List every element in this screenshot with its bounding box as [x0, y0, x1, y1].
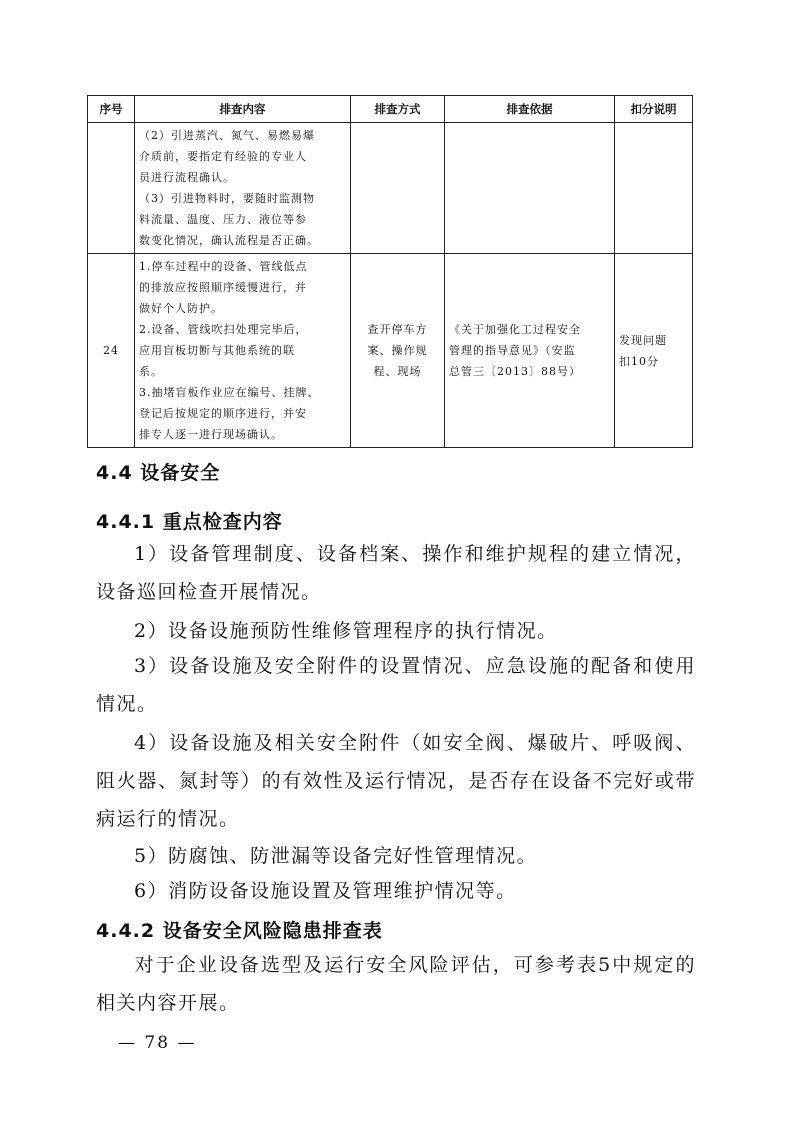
header-basis: 排查依据: [445, 96, 615, 123]
cell-basis: [445, 123, 615, 254]
closing-paragraph: [96, 946, 696, 1022]
content-line: 2.设备、管线吹扫处理完毕后，: [139, 323, 308, 336]
item-paragraph: [96, 724, 696, 838]
header-content: 排查内容: [135, 96, 351, 123]
table-row: [88, 123, 693, 254]
item-paragraph: [96, 647, 696, 723]
method-line: 案、操作规: [367, 344, 428, 357]
basis-line: 《关于加强化工过程安全: [449, 323, 581, 336]
item-text: 4）设备设施及相关安全附件（如安全阀、爆破片、呼吸阀、阻火器、氮封等）的有效性及运行情况，是否存在设备不完好或带病运行的情况。: [96, 732, 696, 830]
table-header-row: [88, 96, 693, 123]
header-method: 排查方式: [351, 96, 445, 123]
closing-text: 对于企业设备选型及运行安全风险评估，可参考表5中规定的相关内容开展。: [96, 954, 696, 1014]
section-heading-4-4: 4.4 设备安全: [96, 462, 221, 484]
method-line: 程、现场: [373, 365, 422, 378]
item-text: 5）防腐蚀、防泄漏等设备完好性管理情况。: [134, 845, 538, 867]
item-paragraph: [96, 872, 696, 910]
content-line: 排专人逐一进行现场确认。: [139, 428, 283, 441]
header-no: 序号: [88, 96, 135, 123]
content-line: 的排放应按照顺序缓慢进行，并: [139, 281, 307, 294]
basis-line: 管理的指导意见》（安监: [449, 344, 576, 357]
content-line: 做好个人防护。: [139, 302, 223, 315]
item-paragraph: [96, 837, 696, 875]
content-line: 登记后按规定的顺序进行，并安: [139, 407, 307, 420]
method-line: 查开停车方: [367, 323, 428, 336]
cell-method: [351, 123, 445, 254]
basis-line: 总管三〔2013〕88号）: [449, 365, 581, 378]
section-heading-4-4-2: 4.4.2 设备安全风险隐患排查表: [96, 920, 383, 942]
content-line: 数变化情况，确认流程是否正确。: [139, 234, 319, 247]
content-line: 3.抽堵盲板作业应在编号、挂牌、: [139, 386, 320, 399]
content-line: 料流量、温度、压力、液位等参: [139, 213, 307, 226]
page-number: — 78 —: [118, 1033, 197, 1053]
content-line: 系。: [139, 365, 163, 378]
content-line: （3）引进物料时，要随时监测物: [139, 192, 315, 205]
cell-deduct: [615, 123, 693, 254]
header-deduct: 扣分说明: [615, 96, 693, 123]
content-line: （2）引进蒸汽、氮气、易燃易爆: [139, 129, 315, 142]
cell-no: 24: [88, 254, 135, 448]
item-paragraph: [96, 612, 696, 650]
item-text: 2）设备设施预防性维修管理程序的执行情况。: [134, 620, 558, 642]
cell-content: [135, 254, 351, 448]
content-line: 1.停车过程中的设备、管线低点: [139, 260, 308, 273]
cell-no: [88, 123, 135, 254]
cell-method: [351, 254, 445, 448]
item-text: 3）设备设施及安全附件的设置情况、应急设施的配备和使用情况。: [96, 655, 696, 715]
section-heading-4-4-1: 4.4.1 重点检查内容: [96, 511, 283, 533]
item-text: 6）消防设备设施设置及管理维护情况等。: [134, 880, 517, 902]
item-text: 1）设备管理制度、设备档案、操作和维护规程的建立情况，设备巡回检查开展情况。: [96, 543, 696, 603]
content-line: 应用盲板切断与其他系统的联: [139, 344, 295, 357]
deduct-line: 发现问题: [619, 333, 667, 347]
content-line: 员进行流程确认。: [139, 171, 235, 184]
check-table: [87, 95, 693, 448]
cell-basis: [445, 254, 615, 448]
cell-deduct: [615, 254, 693, 448]
cell-content: [135, 123, 351, 254]
deduct-line: 扣10分: [619, 354, 659, 368]
table-row: [88, 254, 693, 448]
item-paragraph: [96, 535, 696, 611]
content-line: 介质前，要指定有经验的专业人: [139, 150, 307, 163]
